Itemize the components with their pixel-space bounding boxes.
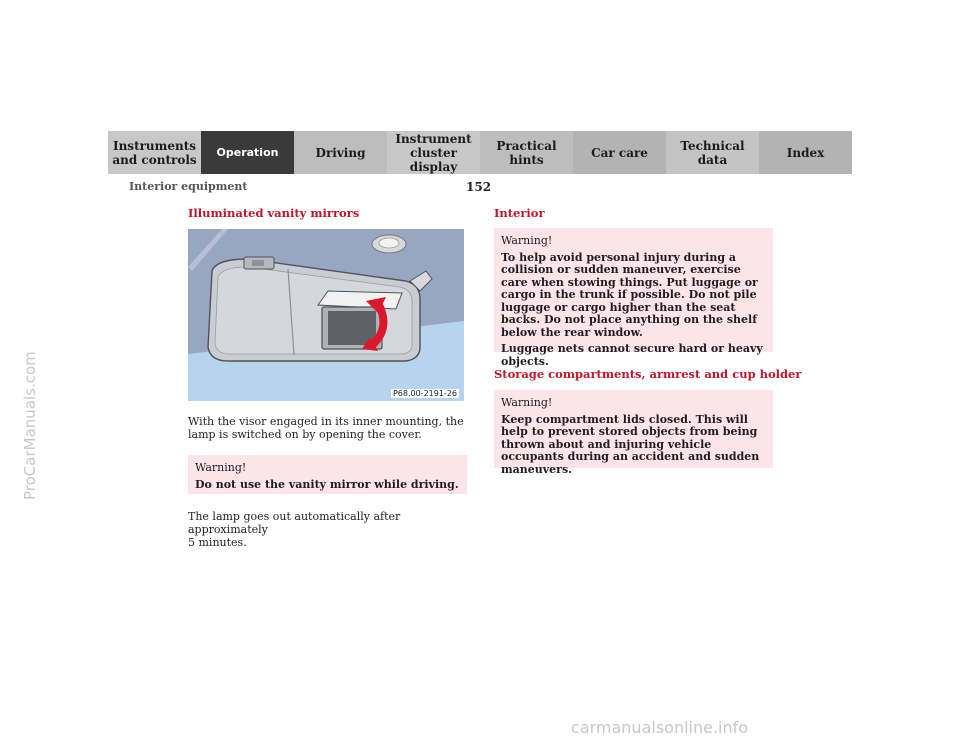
- tab-label: Operation: [216, 145, 279, 159]
- warning-title: Warning!: [195, 461, 247, 474]
- tab-index[interactable]: [759, 131, 852, 174]
- paragraph-lamp-off-line2: 5 minutes.: [188, 536, 247, 549]
- bottom-watermark: carmanualsonline.info: [571, 718, 749, 737]
- tab-operation[interactable]: [201, 131, 294, 174]
- tab-instruments-and-controls[interactable]: [108, 131, 201, 174]
- tab-label: Car care: [591, 145, 648, 160]
- warning-text: Do not use the vanity mirror while driving.: [195, 477, 459, 491]
- heading-vanity-mirrors: Illuminated vanity mirrors: [188, 206, 360, 220]
- heading-storage-compartments: Storage compartments, armrest and cup holder: [494, 367, 802, 381]
- tab-label: Instruments and controls: [112, 138, 197, 167]
- tab-technical-data[interactable]: [666, 131, 759, 174]
- tab-driving[interactable]: [294, 131, 387, 174]
- figure-reference-label: P68.00-2191-26: [392, 389, 457, 398]
- tab-label: Practical hints: [496, 138, 557, 167]
- tab-label: Driving: [315, 145, 366, 160]
- heading-interior: Interior: [494, 206, 545, 220]
- section-title: Interior equipment: [129, 180, 248, 193]
- vanity-mirror-illustration: [188, 229, 464, 401]
- tab-label: Index: [786, 145, 825, 160]
- warning-box-vanity: [188, 455, 467, 494]
- tab-label: Technical data: [680, 138, 745, 167]
- section-tab-bar: [108, 131, 852, 174]
- sun-visor-drawing: [188, 229, 464, 401]
- page-number: 152: [466, 180, 492, 194]
- tab-label: Instrument cluster display: [395, 131, 472, 174]
- warning-box-compartments: [494, 390, 773, 476]
- warning-text: Keep compartment lids closed. This will help to prevent stored objects from being thrown about and injuring vehicle occupants during an accident and sudden maneuvers.: [501, 412, 760, 476]
- tab-instrument-cluster-display[interactable]: [387, 131, 480, 174]
- side-watermark: ProCarManuals.com: [21, 351, 39, 500]
- paragraph-lamp-off-line1: The lamp goes out automatically after approximately: [188, 510, 401, 536]
- warning-text-nets: Luggage nets cannot secure hard or heavy objects.: [501, 342, 763, 368]
- tab-practical-hints[interactable]: [480, 131, 573, 174]
- paragraph-lamp-switch: With the visor engaged in its inner mounting, the lamp is switched on by opening the cover.: [188, 415, 464, 441]
- warning-text: To help avoid personal injury during a collision or sudden maneuver, exercise care when stowing things. Put luggage or cargo in the trunk if possible. Do not pile luggage or cargo higher than the seat backs. Do not place anything on the shelf below the rear window.: [501, 250, 758, 339]
- tab-car-care[interactable]: [573, 131, 666, 174]
- warning-title: Warning!: [501, 396, 553, 409]
- warning-title: Warning!: [501, 234, 553, 247]
- warning-box-cargo: [494, 228, 773, 368]
- paragraph-lamp-off: [188, 510, 468, 549]
